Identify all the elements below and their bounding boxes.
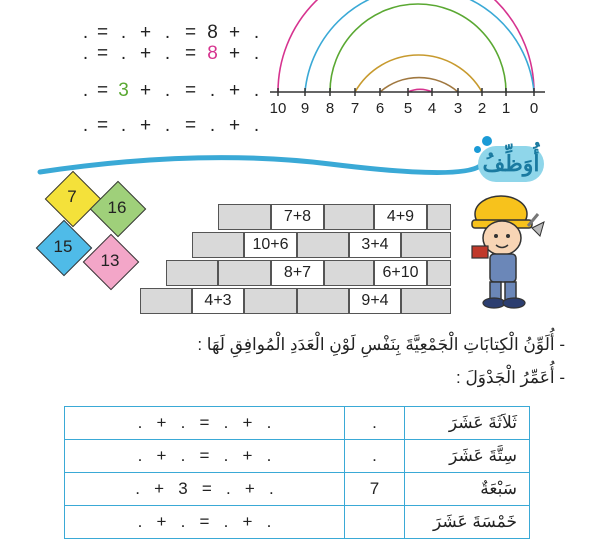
- tick-7: 7: [350, 100, 360, 117]
- words-cell: سِتَّةَ عَشَرَ: [405, 440, 530, 473]
- instruction-fill-table: - أُعَمِّرُ الْجَدْوَلَ :: [456, 368, 565, 387]
- words-cell: خَمْسَةَ عَشَرَ: [405, 506, 530, 539]
- brick: [297, 232, 349, 258]
- number-line-arcs: [260, 0, 560, 100]
- diamond-label-7: 7: [67, 187, 77, 206]
- number-cell[interactable]: .: [345, 440, 405, 473]
- brick-3+4[interactable]: 3+4: [349, 232, 401, 258]
- bubble-decoration: [482, 136, 492, 146]
- equation-row-2: . = . + . = 8 + .: [82, 43, 260, 64]
- number-cell[interactable]: 7: [345, 473, 405, 506]
- equation-cell[interactable]: . + . = . + .: [65, 440, 345, 473]
- words-cell: سَبْعَةٌ: [405, 473, 530, 506]
- instruction-color: - أُلَوِّنُ الْكِتابَاتِ الْجَمْعِيَّةَ بِنَفْسِ لَوْنِ الْعَدَدِ الْمُوافِقِ لَهَا :: [197, 335, 565, 354]
- brick: [244, 288, 297, 314]
- equation-cell[interactable]: . + 3 = . + .: [65, 473, 345, 506]
- tick-1: 1: [501, 100, 511, 117]
- brick: [324, 260, 374, 286]
- equation-cell[interactable]: . + . = . + .: [65, 407, 345, 440]
- brick: [218, 260, 271, 286]
- brick: [324, 204, 374, 230]
- brick: [166, 260, 218, 286]
- bubble-decoration: [474, 146, 481, 153]
- number-cell[interactable]: .: [345, 407, 405, 440]
- brick: [218, 204, 271, 230]
- tick-6: 6: [375, 100, 385, 117]
- table-row: [65, 440, 530, 473]
- tick-5: 5: [403, 100, 413, 117]
- number-cell[interactable]: [345, 506, 405, 539]
- brick-6+10[interactable]: 6+10: [374, 260, 427, 286]
- brick: [427, 204, 451, 230]
- diamond-label-13: 13: [100, 251, 120, 270]
- equation-row-4: . = . + . = . + .: [82, 115, 260, 136]
- brick-10+6[interactable]: 10+6: [244, 232, 297, 258]
- tick-0: 0: [529, 100, 539, 117]
- equation-row-3: . = 3 + . = . + .: [82, 80, 260, 101]
- brick-4+9[interactable]: 4+9: [374, 204, 427, 230]
- brick-7+8[interactable]: 7+8: [271, 204, 324, 230]
- brick: [140, 288, 192, 314]
- brick-9+4[interactable]: 9+4: [349, 288, 401, 314]
- brick-4+3[interactable]: 4+3: [192, 288, 244, 314]
- tick-10: 10: [269, 100, 287, 117]
- table-row: [65, 506, 530, 539]
- tick-8: 8: [325, 100, 335, 117]
- equation-row-1: . = . + . = 8 + .: [82, 22, 260, 43]
- section-title: أُوَظِّفُ: [478, 146, 544, 182]
- answer-table: [64, 406, 530, 539]
- tick-3: 3: [453, 100, 463, 117]
- table-row: [65, 473, 530, 506]
- diamond-label-15: 15: [53, 237, 73, 256]
- brick-8+7[interactable]: 8+7: [271, 260, 324, 286]
- brick: [427, 260, 451, 286]
- brick: [192, 232, 244, 258]
- table-row: [65, 407, 530, 440]
- brick: [401, 232, 451, 258]
- builder-character-illustration: [466, 192, 548, 310]
- diamond-label-16: 16: [107, 198, 127, 217]
- equation-cell[interactable]: . + . = . + .: [65, 506, 345, 539]
- words-cell: ثَلاَثَةَ عَشَرَ: [405, 407, 530, 440]
- tick-4: 4: [427, 100, 437, 117]
- tick-9: 9: [300, 100, 310, 117]
- tick-2: 2: [477, 100, 487, 117]
- brick: [297, 288, 349, 314]
- brick: [401, 288, 451, 314]
